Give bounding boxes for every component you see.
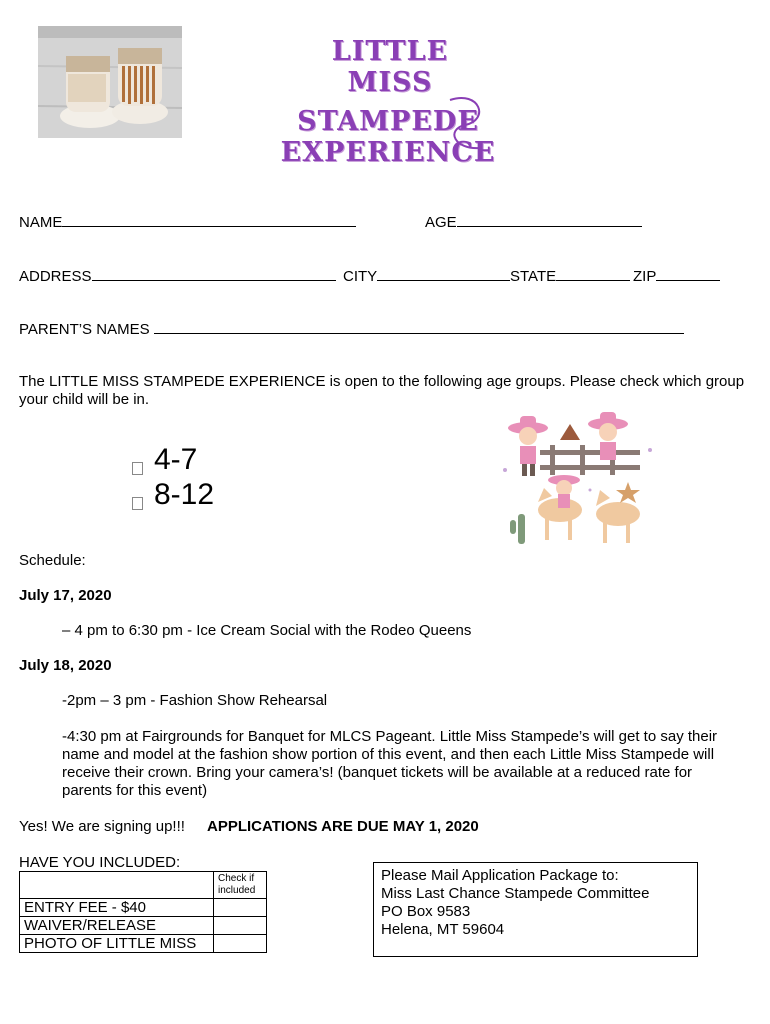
included-table-blank-header bbox=[20, 872, 214, 899]
address-label: ADDRESS bbox=[19, 268, 92, 285]
included-item-photo: PHOTO OF LITTLE MISS bbox=[20, 935, 214, 953]
address-input-line[interactable] bbox=[92, 266, 336, 281]
day1-event-1: – 4 pm to 6:30 pm - Ice Cream Social with the Rodeo Queens bbox=[62, 622, 472, 639]
parents-label: PARENT’S NAMES bbox=[19, 321, 150, 338]
included-check-photo[interactable] bbox=[214, 935, 267, 953]
city-label: CITY bbox=[343, 268, 378, 285]
decorative-swirl-icon bbox=[440, 90, 500, 160]
table-row bbox=[20, 899, 267, 917]
included-check-entry-fee[interactable] bbox=[214, 899, 267, 917]
age-group-checkbox-1[interactable] bbox=[132, 462, 143, 475]
day2-event-2-line-3: receive their crown. Bring your camera’s! (banquet tickets will be available at a reduced rate for bbox=[62, 764, 693, 781]
age-field[interactable] bbox=[425, 212, 642, 231]
included-check-waiver[interactable] bbox=[214, 917, 267, 935]
age-input-line[interactable] bbox=[457, 212, 642, 227]
intro-line-2: your child will be in. bbox=[19, 391, 150, 408]
boots-photo bbox=[38, 26, 182, 138]
included-item-waiver: WAIVER/RELEASE bbox=[20, 917, 214, 935]
age-group-checkbox-2[interactable] bbox=[132, 497, 143, 510]
mail-line-3: PO Box 9583 bbox=[381, 903, 471, 920]
day2-date: July 18, 2020 bbox=[19, 657, 112, 674]
intro-line-1: The LITTLE MISS STAMPEDE EXPERIENCE is open to the following age groups. Please check which group bbox=[19, 373, 745, 390]
day2-event-2-line-1: -4:30 pm at Fairgrounds for Banquet for MLCS Pageant. Little Miss Stampede’s will get to say their bbox=[62, 728, 718, 745]
mail-address-box bbox=[373, 862, 698, 957]
name-field[interactable] bbox=[19, 212, 356, 231]
state-label: STATE bbox=[510, 268, 557, 285]
applications-due: APPLICATIONS ARE DUE MAY 1, 2020 bbox=[207, 818, 479, 835]
title-line-1: LITTLE MISS bbox=[331, 36, 449, 98]
check-if-included-header: Check if included bbox=[214, 872, 267, 899]
zip-label: ZIP bbox=[633, 268, 657, 285]
city-field[interactable] bbox=[343, 266, 510, 285]
day1-date: July 17, 2020 bbox=[19, 587, 112, 604]
name-label: NAME bbox=[19, 214, 63, 231]
signup-text: Yes! We are signing up!!! bbox=[19, 818, 185, 835]
included-table bbox=[19, 871, 267, 953]
day2-event-1: -2pm – 3 pm - Fashion Show Rehearsal bbox=[62, 692, 328, 709]
mail-line-2: Miss Last Chance Stampede Committee bbox=[381, 885, 650, 902]
mail-line-4: Helena, MT 59604 bbox=[381, 921, 505, 938]
city-input-line[interactable] bbox=[377, 266, 510, 281]
included-item-entry-fee: ENTRY FEE - $40 bbox=[20, 899, 214, 917]
day2-event-2-line-4: parents for this event) bbox=[62, 782, 208, 799]
zip-input-line[interactable] bbox=[656, 266, 720, 281]
age-label: AGE bbox=[425, 214, 457, 231]
address-field[interactable] bbox=[19, 266, 336, 285]
parents-input-line[interactable] bbox=[154, 319, 684, 334]
name-input-line[interactable] bbox=[62, 212, 356, 227]
cowgirl-clipart bbox=[500, 410, 655, 550]
state-field[interactable] bbox=[510, 266, 630, 285]
boots-illustration bbox=[38, 26, 182, 138]
day2-event-2-line-2: name and model at the fashion show portion of this event, and then each Little Miss Stampede will bbox=[62, 746, 715, 763]
included-heading: HAVE YOU INCLUDED: bbox=[19, 854, 181, 871]
mail-line-1: Please Mail Application Package to: bbox=[381, 867, 619, 884]
table-row bbox=[20, 917, 267, 935]
title-line-2: STAMPEDE EXPERIENCE bbox=[280, 106, 496, 168]
parents-field[interactable] bbox=[19, 319, 684, 338]
table-row bbox=[20, 935, 267, 953]
schedule-heading: Schedule: bbox=[19, 552, 86, 569]
state-input-line[interactable] bbox=[556, 266, 630, 281]
age-group-label-2: 8-12 bbox=[154, 478, 215, 511]
age-group-label-1: 4-7 bbox=[154, 443, 198, 476]
zip-field[interactable] bbox=[633, 266, 720, 285]
